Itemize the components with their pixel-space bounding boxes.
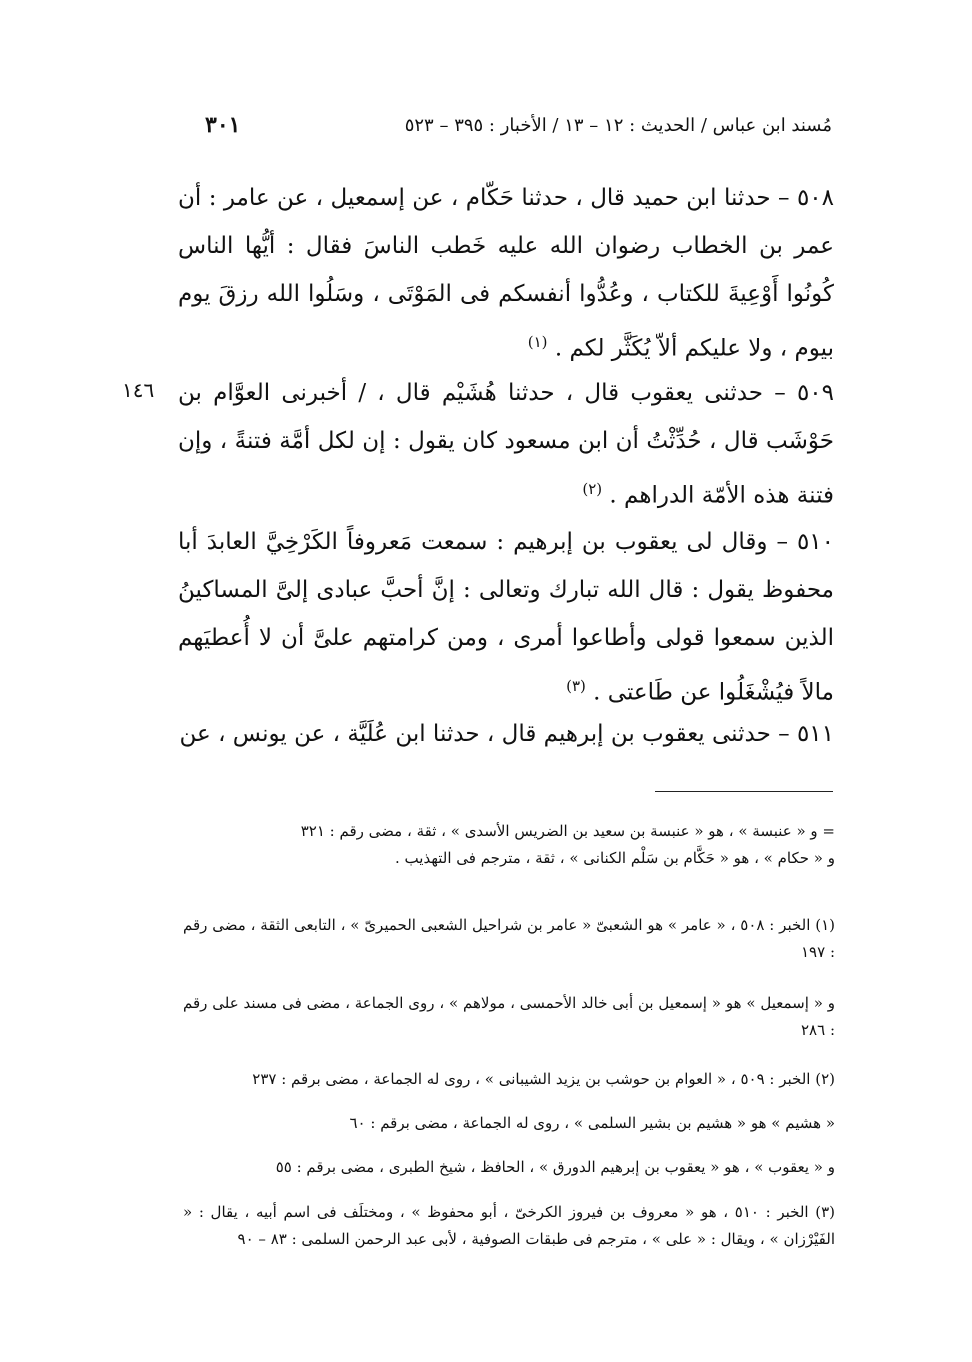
footnote-2 [183, 1066, 835, 1181]
footnote-line: = و « عنبسة » ، هو « عنبسة بن سعيد بن الضريس الأسدى » ، ثقة ، مضى رقم : ٣٢١ [300, 822, 835, 840]
paragraph-511-text: ٥١١ – حدثنى يعقوب بن إبرهيم قال ، حدثنا ابن عُلَيَّة ، عن يونس ، عن [179, 721, 834, 747]
footnote-1-continued: و « إسمعيل » هو « إسمعيل بن أبى خالد الأحمسى ، مولاهم » ، روى الجماعة ، مضى فى مسند على رقم : ٢٨٦ [183, 994, 835, 1039]
paragraph-509-text: ٥٠٩ – حدثنى يعقوب قال ، حدثنا هُشَيْم قال ، / أخبرنى العوَّام بن حَوْشَب قال ، حُدِّثْتُ أن ابن مسعود كان يقول : إن لكل أمَّة فتنةً ، وإن فتنة هذه الأمّة الدراهم . [178, 380, 834, 509]
paragraph-510-text: ٥١٠ – وقال لى يعقوب بن إبرهيم : سمعت مَعروفاً الكَرْخِيَّ العابدَ أبا محفوظ يقول : قال الله تبارك وتعالى : إنَّ أحبَّ عبادى إلىَّ المساكينُ الذين سمعوا قولى وأطاعوا أمرى ، ومن كرامتهم علىَّ أن لا أُعطيَهم مالاً فيُشْغَلُوا عن طَاعتى . [178, 529, 834, 706]
paragraph-508 [178, 174, 834, 373]
page-header [205, 112, 832, 138]
paragraph-509 [178, 369, 834, 520]
footnote-continued [183, 818, 835, 872]
page-number: ٣٠١ [205, 112, 241, 138]
margin-page-reference: ١٤٦ [122, 378, 155, 402]
footnote-line: « هشيم » هو « هشيم بن بشير السلمى » ، روى له الجماعة ، مضى برقم : ٦٠ [349, 1114, 835, 1132]
footnote-marker-1: (١) [527, 333, 548, 351]
footnote-divider [655, 791, 833, 792]
footnote-3: (٣) الخبر : ٥١٠ ، هو « معروف بن فيروز الكرخىّ ، أبو محفوظ » ، ومختلَف فى اسم أبيه ، يقال : « الفَيْرْزان » ، ويقال : « على » ، مترجم فى طبقات الصوفية ، لأبى عبد الرحمن السلمى : ٨٣ – ٩٠ [183, 1203, 835, 1248]
running-title: مُسند ابن عباس / الحديث : ١٢ – ١٣ / الأخبار : ٣٩٥ – ٥٢٣ [404, 114, 832, 136]
footnote-1: (١) الخبر : ٥٠٨ ، « عامر » هو الشعبىّ « عامر بن شراحيل الشعبى الحميرىّ » ، التابعى الثقة ، مضى رقم : ١٩٧ [183, 916, 836, 961]
footnote-line: (٢) الخبر : ٥٠٩ ، « العوام بن حوشب بن يزيد الشيبانى » ، روى له الجماعة ، مضى برقم : ٢٣٧ [252, 1070, 835, 1088]
footnote-marker-3: (٣) [566, 677, 586, 695]
paragraph-510 [178, 518, 834, 717]
footnote-marker-2: (٢) [582, 480, 603, 498]
footnote-line: و « حكام » ، هو « حَكَّام بن سَلْم الكنانى » ، ثقة ، مترجم فى التهذيب . [395, 849, 835, 867]
footnote-line: و « يعقوب » ، هو « يعقوب بن إبرهيم الدورق » ، الحافظ ، شيخ الطبرى ، مضى برقم : ٥٥ [275, 1158, 835, 1176]
paragraph-508-text: ٥٠٨ – حدثنا ابن حميد قال ، حدثنا حَكّام ، عن إسمعيل ، عن عامر : أن عمر بن الخطاب رضوان الله عليه خَطب الناسَ فقال : أيُّها الناس كُونُوا أَوْعِيةَ للكتاب ، وعُدُّوا أنفسكم فى المَوْتَى ، وسَلُوا الله رزقَ يوم بيوم ، ولا عليكم ألاّ يُكَثَّر لكم . [178, 185, 835, 362]
paragraph-511 [178, 710, 834, 758]
